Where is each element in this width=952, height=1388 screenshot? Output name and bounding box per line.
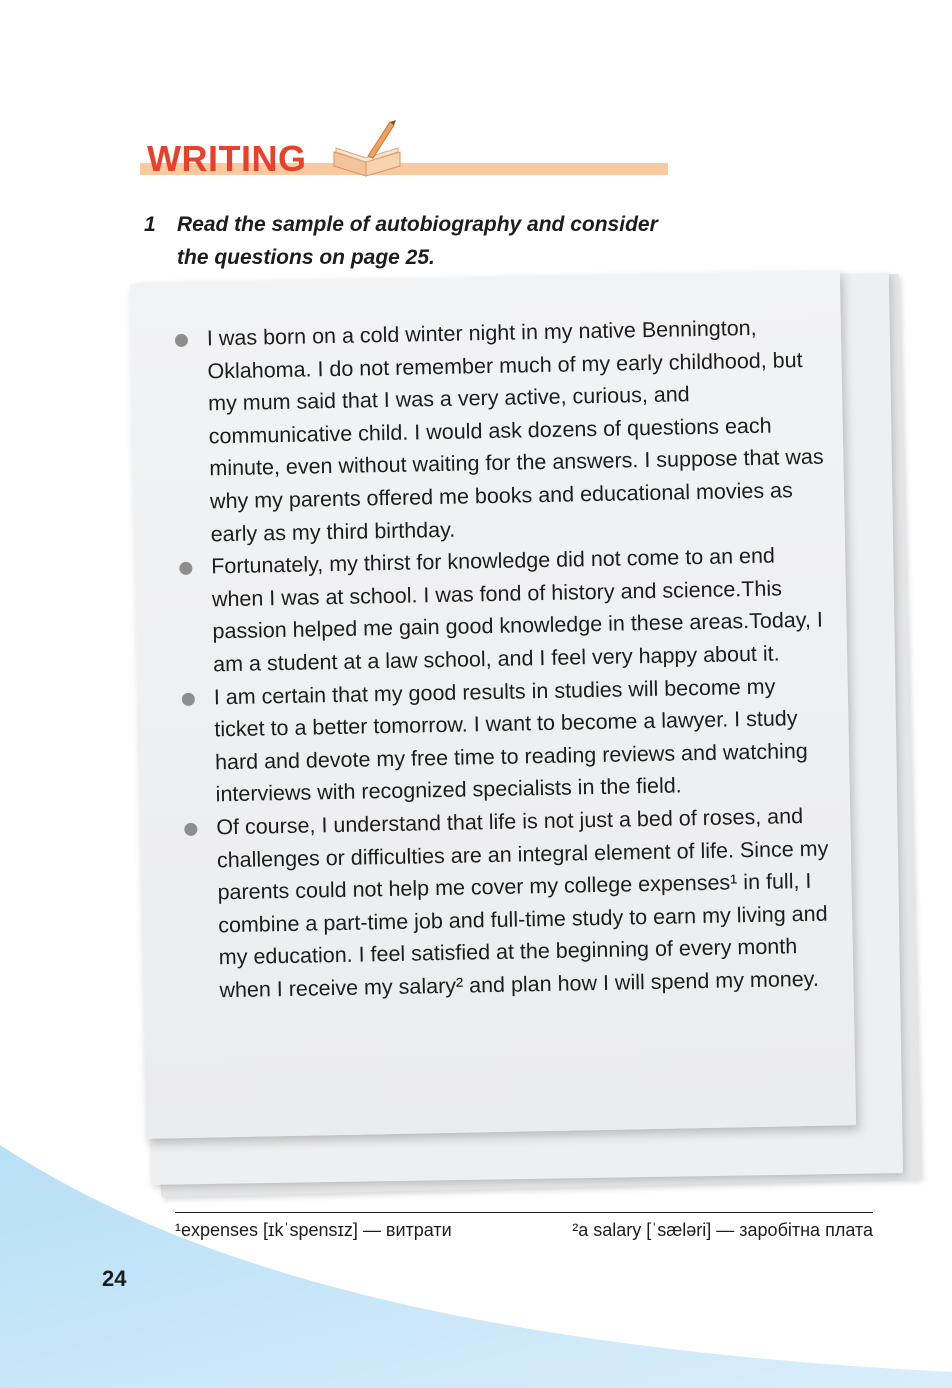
footnote-salary: ²a salary [ˈsæləri] — заробітна плата [572,1220,873,1240]
paragraph-text: I am certain that my good results in studies will become my ticket to a better tomorrow. I want to become a lawyer. I study hard and devote my free time to reading reviews and watching interviews with recognized specialists in the field. [213,674,808,807]
section-header [140,118,670,180]
paper-stack [130,265,930,1210]
book-pen-icon [328,118,406,180]
instruction-line-1: Read the sample of autobiography and consider [177,213,658,236]
paragraph [182,799,836,1007]
bullet-icon [184,823,197,836]
autobiography-text [173,311,836,1008]
paragraph-text: I was born on a cold winter night in my native Bennington, Oklahoma. I do not remember much of my early childhood, but my mum said that I was a very active, curious, and communicative child. I would ask dozens of questions each minute, even without waiting for the answers. I suppose that was why my parents offered me books and educational movies as early as my third birthday. [206,315,824,546]
bullet-icon [175,334,188,347]
section-title: WRITING [147,138,307,179]
paragraph-text: Fortunately, my thirst for knowledge did not come to an end when I was at school. I was fond of history and science.This passion helped me gain good knowledge in these areas.Today, I am a student at a law school, and I feel very happy about it. [211,543,824,677]
footnote-expenses: ¹expenses [ɪkˈspensɪz] — витрати [175,1220,452,1240]
page-number: 24 [102,1266,127,1291]
bullet-icon [182,692,195,705]
paragraph [180,669,832,812]
bullet-icon [179,562,192,575]
paragraph [177,539,829,682]
footnotes [175,1212,873,1240]
paragraph [173,311,827,552]
exercise-number: 1 [144,213,156,236]
instruction-line-2: the questions on page 25. [177,246,435,269]
paper-sheet-front [130,270,856,1138]
paragraph-text: Of course, I understand that life is not just a bed of roses, and challenges or difficulties are an integral element of life. Since my parents could not help me cover my college expenses¹ in full, I combine a part-time job and full-time study to earn my living and my education. I feel satisfied at the beginning of every month when I receive my salary² and plan how I will spend my money. [216,803,829,1003]
